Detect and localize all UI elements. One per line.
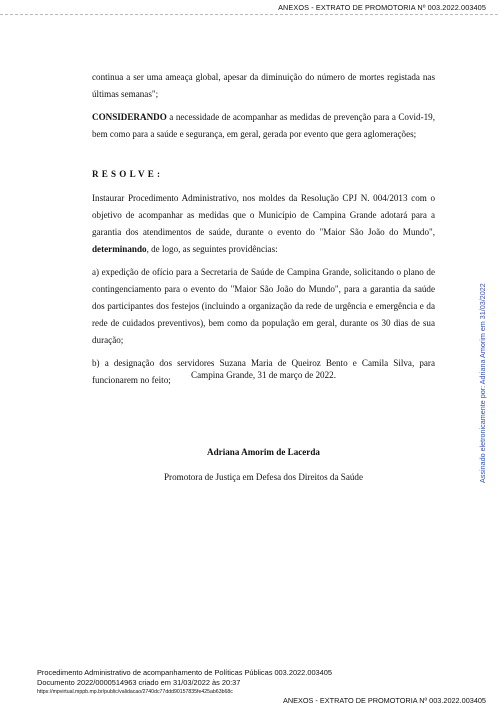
paragraph-continuation: continua a ser uma ameaça global, apesar da diminuição do número de mortes registada nas últimas semanas"; [92,72,435,99]
determinando-keyword: determinando [92,244,147,254]
header-stamp: ANEXOS - EXTRATO DE PROMOTORIA Nº 003.2022.003405 [278,3,486,12]
place-date: Campina Grande, 31 de março de 2022. [191,370,336,380]
paragraph-instaurar [92,190,435,258]
footer-validation-link[interactable]: https://mpvirtual.mppb.mp.br/public/validacao/2740dc77ddd90157835fe425ab63b68c [37,689,233,695]
instaurar-text-b: , de logo, as seguintes providências: [146,244,278,254]
header-divider [0,14,498,15]
electronic-signature-note: Assinado eletronicamente por: Adriana Amorim em 31/03/2022 [478,283,487,483]
signer-role: Promotora de Justiça em Defesa dos Direitos da Saúde [163,472,363,482]
considerando-keyword: CONSIDERANDO [92,112,167,122]
item-a: a) expedição de ofício para a Secretaria de Saúde de Campina Grande, solicitando o plano de contingenciamento para o evento do "Maior São João do Mundo", para a garantia da saúde dos participantes dos festejos (incluindo a organização da rede de urgência e emergência e da rede de cuidados preventivos), bem como da população em geral, durante os 30 dias de sua duração; [92,267,435,345]
instaurar-text-a: Instaurar Procedimento Administrativo, nos moldes da Resolução CPJ N. 004/2013 com o objetivo de acompanhar as medidas que o Município de Campina Grande adotará para a garantia dos atendimentos de saúde, durante o evento do "Maior São João do Mundo", [92,193,435,237]
considerando-text: a necessidade de acompanhar as medidas de prevenção para a Covid-19, bem como para a saúde e segurança, em geral, gerada por evento que gera aglomerações; [92,112,435,139]
resolve-heading: RESOLVE: [92,169,164,179]
signer-name: Adriana Amorim de Lacerda [207,447,320,457]
item-b: b) a designação dos servidores Suzana Maria de Queiroz Bento e Camila Silva, para funcionarem no feito; [92,358,435,385]
footer-stamp: ANEXOS - EXTRATO DE PROMOTORIA Nº 003.2022.003405 [282,696,486,705]
footer-document: Documento 2022/0000514963 criado em 31/03/2022 às 20:37 [37,678,241,687]
footer-procedure: Procedimento Administrativo de acompanhamento de Políticas Públicas 003.2022.003405 [37,668,332,677]
paragraph-considerando [92,109,435,143]
